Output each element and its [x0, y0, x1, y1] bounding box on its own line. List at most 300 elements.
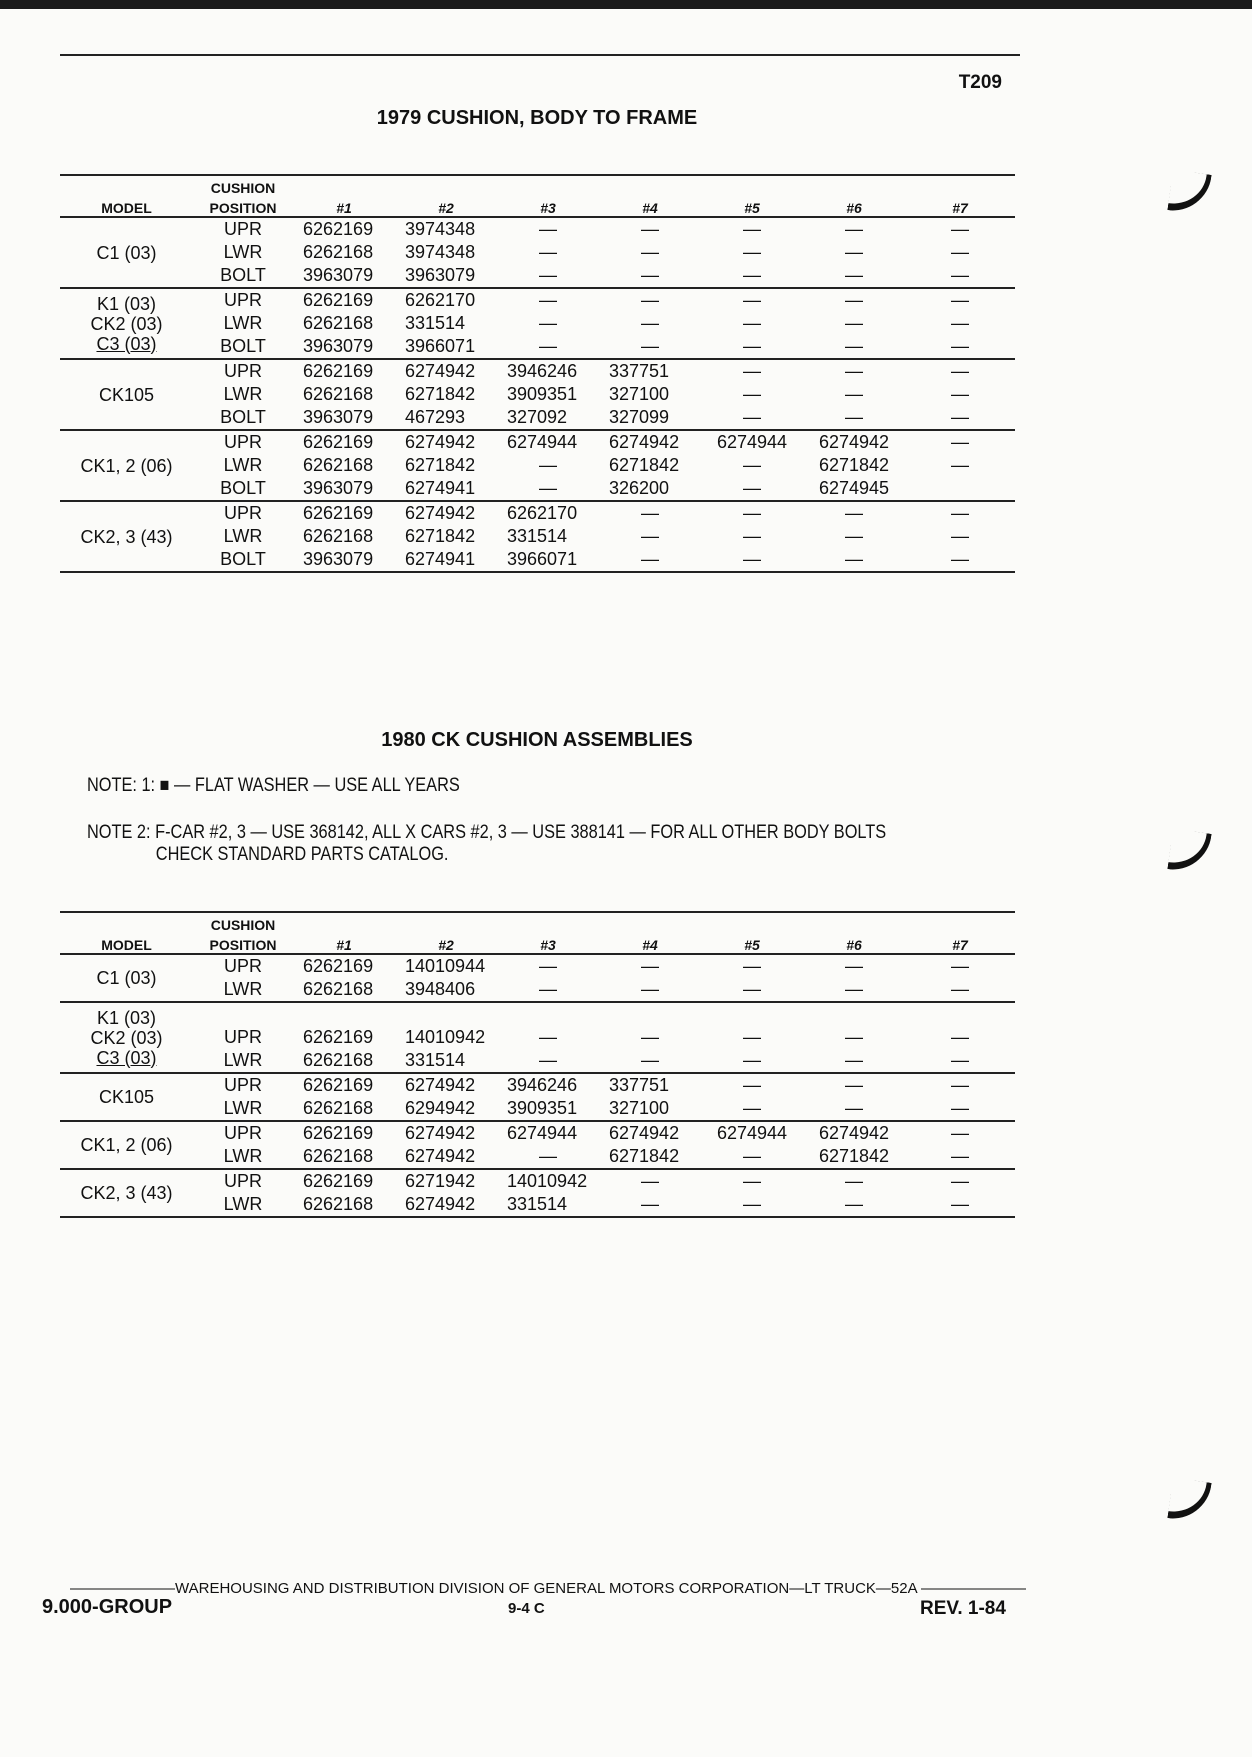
part-number-cell: 6262168 — [303, 242, 374, 262]
position-cell: LWR — [223, 526, 263, 546]
part-number-cell: — — [803, 1193, 905, 1217]
model-name: K1 (03) — [96, 293, 157, 314]
part-number-cell: — — [845, 1027, 863, 1047]
part-number-cell: — — [743, 361, 761, 381]
part-number-cell: 326200 — [599, 477, 701, 501]
part-number-cell: — — [743, 290, 761, 310]
part-number-cell: — — [641, 1027, 659, 1047]
part-number-cell: 6262168 — [293, 1193, 395, 1217]
part-number-cell: 6262168 — [303, 313, 374, 333]
part-number-cell — [395, 1002, 497, 1026]
part-number-cell: 6274941 — [395, 477, 497, 501]
part-number-cell: — — [743, 956, 761, 976]
binder-ring-mark-3 — [1167, 1477, 1211, 1523]
footer-revision: REV. 1-84 — [920, 1598, 1006, 1619]
part-number-cell: — — [845, 313, 863, 333]
part-number-cell: 331514 — [497, 1193, 599, 1217]
part-number-cell: — — [905, 1145, 1015, 1169]
part-number-cell: — — [951, 526, 969, 546]
part-number-cell: 6274945 — [803, 477, 905, 501]
part-number-cell — [905, 1002, 1015, 1026]
part-number-cell: — — [743, 1027, 761, 1047]
part-number-cell: — — [951, 1123, 969, 1143]
part-number-cell: 3966071 — [497, 548, 599, 572]
part-number-cell: 6262169 — [303, 1171, 374, 1191]
part-number-cell: 3909351 — [497, 1097, 599, 1121]
model-name: C1 (03) — [96, 968, 157, 988]
part-number-cell: 14010942 — [405, 1027, 486, 1047]
part-number-cell: — — [701, 1097, 803, 1121]
part-number-cell: 6274942 — [609, 432, 680, 452]
table-row — [60, 1169, 1015, 1193]
table-row — [60, 954, 1015, 978]
part-number-cell: — — [743, 526, 761, 546]
part-number-cell: 6271842 — [609, 455, 680, 475]
part-number-cell: — — [951, 219, 969, 239]
part-number-cell: — — [599, 978, 701, 1002]
part-number-cell: — — [743, 455, 761, 475]
header-col-2: #2 — [395, 196, 497, 217]
footer-division-text: WAREHOUSING AND DISTRIBUTION DIVISION OF GENERAL MOTORS CORPORATION—LT TRUCK—52A — [175, 1580, 917, 1597]
part-number-cell: 3963079 — [293, 335, 395, 359]
part-number-cell: — — [951, 361, 969, 381]
part-number-cell: — — [951, 290, 969, 310]
table-1980-ck-cushion-assemblies — [60, 911, 1015, 1218]
table-row — [60, 430, 1015, 454]
part-number-cell: — — [951, 313, 969, 333]
part-number-cell: 3963079 — [293, 406, 395, 430]
part-number-cell: — — [599, 1193, 701, 1217]
header-position: POSITION — [193, 933, 293, 954]
part-number-cell: — — [743, 1075, 761, 1095]
position-cell: LWR — [223, 242, 263, 262]
table-row — [60, 454, 1015, 477]
model-cell — [60, 359, 193, 430]
part-number-cell: 6274944 — [716, 432, 788, 452]
table-row — [60, 1193, 1015, 1217]
part-number-cell: — — [803, 264, 905, 288]
table-row — [60, 501, 1015, 525]
part-number-cell: 6274942 — [405, 361, 476, 381]
part-number-cell: 3963079 — [293, 477, 395, 501]
model-name: CK1, 2 (06) — [80, 455, 173, 476]
model-cell — [60, 217, 193, 288]
part-number-cell: 6271842 — [405, 384, 476, 404]
part-number-cell: — — [539, 1027, 557, 1047]
part-number-cell: 6262168 — [293, 1049, 395, 1073]
part-number-cell: — — [497, 1145, 599, 1169]
header-col-7: #7 — [905, 196, 1015, 217]
footer-group: 9.000-GROUP — [42, 1596, 173, 1618]
part-number-cell: 3974348 — [405, 242, 476, 262]
note-2-line-1: NOTE 2: F-CAR #2, 3 — USE 368142, ALL X CARS #2, 3 — USE 388141 — FOR ALL OTHER BODY BOLTS — [87, 822, 887, 843]
part-number-cell: — — [641, 290, 659, 310]
table-row — [60, 978, 1015, 1002]
model-name: CK2, 3 (43) — [80, 526, 173, 547]
part-number-cell: — — [539, 313, 557, 333]
model-name: C3 (03) — [96, 333, 157, 354]
part-number-cell — [293, 1002, 395, 1026]
table-1979-cushion-body-to-frame — [60, 174, 1015, 573]
part-number-cell: 6271842 — [818, 455, 890, 475]
model-cell — [60, 1169, 193, 1217]
position-cell: BOLT — [193, 335, 293, 359]
position-cell: LWR — [193, 978, 293, 1002]
part-number-cell: 6262169 — [303, 290, 374, 310]
part-number-cell: — — [905, 978, 1015, 1002]
position-cell: UPR — [223, 219, 262, 239]
position-cell: BOLT — [193, 477, 293, 501]
part-number-cell: — — [951, 432, 969, 452]
header-cushion: CUSHION — [193, 175, 293, 196]
part-number-cell: — — [539, 219, 557, 239]
part-number-cell: — — [641, 503, 659, 523]
model-cell — [60, 288, 193, 359]
position-cell: BOLT — [193, 264, 293, 288]
header-col-1: #1 — [293, 196, 395, 217]
position-cell: LWR — [223, 455, 263, 475]
table-row — [60, 383, 1015, 406]
model-name: CK105 — [98, 384, 155, 405]
part-number-cell: 6271842 — [803, 1145, 905, 1169]
part-number-cell: — — [845, 219, 863, 239]
page-top-rule — [60, 54, 1020, 56]
part-number-cell: 327099 — [599, 406, 701, 430]
part-number-cell: 6271942 — [405, 1171, 476, 1191]
part-number-cell: 6271842 — [405, 455, 476, 475]
part-number-cell: 6262168 — [293, 978, 395, 1002]
part-number-cell: 6262170 — [405, 290, 476, 310]
header-model: MODEL — [60, 196, 193, 217]
part-number-cell: — — [641, 956, 659, 976]
position-cell: UPR — [223, 503, 262, 523]
part-number-cell: 3963079 — [293, 264, 395, 288]
header-col-6: #6 — [803, 196, 905, 217]
part-number-cell: — — [743, 219, 761, 239]
note-2-line-2: CHECK STANDARD PARTS CATALOG. — [155, 844, 449, 865]
position-cell: UPR — [223, 1027, 262, 1047]
part-number-cell — [599, 1002, 701, 1026]
part-number-cell: — — [497, 1049, 599, 1073]
part-number-cell: — — [743, 1171, 761, 1191]
model-name: CK2 (03) — [90, 313, 163, 334]
part-number-cell: — — [845, 384, 863, 404]
part-number-cell: — — [905, 1049, 1015, 1073]
part-number-cell: — — [701, 1193, 803, 1217]
table-row — [60, 241, 1015, 264]
table-row — [60, 548, 1015, 572]
header-col-2: #2 — [395, 933, 497, 954]
part-number-cell: — — [599, 1049, 701, 1073]
page-code: T209 — [958, 72, 1002, 93]
table-row — [60, 288, 1015, 312]
part-number-cell: — — [845, 1075, 863, 1095]
part-number-cell: — — [845, 503, 863, 523]
table-row — [60, 1002, 1015, 1026]
part-number-cell: 6262168 — [293, 1097, 395, 1121]
part-number-cell: 337751 — [609, 1075, 670, 1095]
part-number-cell: — — [743, 313, 761, 333]
footer-rule-right: ——————— — [916, 1580, 1026, 1597]
part-number-cell: 3909351 — [507, 384, 578, 404]
part-number-cell: 327100 — [599, 1097, 701, 1121]
part-number-cell: — — [497, 978, 599, 1002]
part-number-cell: — — [497, 335, 599, 359]
table-1979-title: 1979 CUSHION, BODY TO FRAME — [376, 107, 698, 129]
part-number-cell: 6274941 — [395, 548, 497, 572]
part-number-cell: 6274944 — [507, 432, 578, 452]
table-row — [60, 406, 1015, 430]
model-cell — [60, 1002, 193, 1073]
part-number-cell: 6271842 — [599, 1145, 701, 1169]
footer-rule-left: ——————— — [70, 1580, 175, 1597]
header-col-3: #3 — [497, 196, 599, 217]
header-position: POSITION — [193, 196, 293, 217]
part-number-cell: 3963079 — [293, 548, 395, 572]
part-number-cell: 6262169 — [303, 1027, 374, 1047]
position-cell: UPR — [223, 956, 262, 976]
table-row — [60, 1097, 1015, 1121]
part-number-cell: 327092 — [497, 406, 599, 430]
part-number-cell: 6262168 — [303, 384, 374, 404]
model-name: C1 (03) — [96, 242, 157, 263]
part-number-cell: 3948406 — [395, 978, 497, 1002]
position-cell: UPR — [223, 290, 262, 310]
part-number-cell: 6274942 — [405, 1075, 476, 1095]
header-model: MODEL — [60, 933, 193, 954]
position-cell — [193, 1002, 293, 1026]
position-cell: UPR — [223, 1171, 262, 1191]
part-number-cell: — — [803, 335, 905, 359]
model-name: CK2, 3 (43) — [80, 1183, 173, 1203]
part-number-cell: — — [803, 978, 905, 1002]
header-cushion: CUSHION — [193, 912, 293, 933]
part-number-cell: — — [803, 1097, 905, 1121]
part-number-cell: 6262169 — [303, 432, 374, 452]
model-name: CK2 (03) — [90, 1027, 163, 1048]
part-number-cell: — — [905, 406, 1015, 430]
part-number-cell: — — [701, 335, 803, 359]
header-col-7: #7 — [905, 933, 1015, 954]
part-number-cell: 6274942 — [818, 432, 890, 452]
part-number-cell: 6262169 — [303, 956, 374, 976]
part-number-cell: — — [641, 526, 659, 546]
part-number-cell: 6274942 — [818, 1123, 890, 1143]
part-number-cell: 6262169 — [303, 503, 374, 523]
part-number-cell — [905, 477, 1015, 501]
part-number-cell: — — [845, 956, 863, 976]
part-number-cell: — — [845, 361, 863, 381]
part-number-cell: — — [845, 1171, 863, 1191]
part-number-cell: 6274944 — [507, 1123, 578, 1143]
part-number-cell: 6262169 — [303, 361, 374, 381]
part-number-cell: — — [905, 1097, 1015, 1121]
part-number-cell: — — [905, 1193, 1015, 1217]
scan-top-band — [0, 0, 1252, 9]
model-cell — [60, 954, 193, 1002]
header-col-5: #5 — [701, 933, 803, 954]
part-number-cell: 6274942 — [395, 1193, 497, 1217]
position-cell: LWR — [193, 1049, 293, 1073]
part-number-cell: — — [539, 242, 557, 262]
part-number-cell: — — [701, 1049, 803, 1073]
footer-rule-text — [70, 1580, 1026, 1597]
part-number-cell: — — [905, 264, 1015, 288]
table-row — [60, 1026, 1015, 1049]
table-row — [60, 335, 1015, 359]
part-number-cell: — — [701, 978, 803, 1002]
part-number-cell: 337751 — [609, 361, 670, 381]
model-cell — [60, 1073, 193, 1121]
part-number-cell: — — [539, 956, 557, 976]
footer-page-number: 9-4 C — [508, 1600, 545, 1617]
position-cell: LWR — [223, 313, 263, 333]
note-1: NOTE: 1: ■ — FLAT WASHER — USE ALL YEARS — [87, 775, 460, 796]
part-number-cell: — — [951, 1171, 969, 1191]
note-2 — [87, 822, 886, 866]
part-number-cell: — — [803, 406, 905, 430]
part-number-cell: — — [539, 290, 557, 310]
part-number-cell: 14010942 — [507, 1171, 588, 1191]
part-number-cell: — — [951, 956, 969, 976]
part-number-cell: 6262169 — [303, 1075, 374, 1095]
part-number-cell: 467293 — [395, 406, 497, 430]
part-number-cell: — — [905, 548, 1015, 572]
part-number-cell: 6274942 — [405, 503, 476, 523]
position-cell: LWR — [193, 1097, 293, 1121]
part-number-cell: — — [951, 242, 969, 262]
table-row — [60, 1121, 1015, 1145]
position-cell: LWR — [193, 1145, 293, 1169]
table-row — [60, 217, 1015, 241]
part-number-cell: — — [803, 1049, 905, 1073]
part-number-cell — [701, 1002, 803, 1026]
header-col-3: #3 — [497, 933, 599, 954]
part-number-cell: 14010944 — [405, 956, 486, 976]
part-number-cell: — — [641, 219, 659, 239]
part-number-cell: — — [701, 264, 803, 288]
part-number-cell: 6262168 — [303, 455, 374, 475]
part-number-cell: 3946246 — [507, 1075, 578, 1095]
position-cell: UPR — [223, 1123, 262, 1143]
part-number-cell — [497, 1002, 599, 1026]
part-number-cell: — — [641, 242, 659, 262]
part-number-cell: — — [803, 548, 905, 572]
part-number-cell: — — [743, 503, 761, 523]
position-cell: UPR — [223, 361, 262, 381]
part-number-cell: — — [599, 548, 701, 572]
part-number-cell: — — [845, 526, 863, 546]
header-col-1: #1 — [293, 933, 395, 954]
part-number-cell: — — [951, 384, 969, 404]
part-number-cell: 3974348 — [405, 219, 476, 239]
table-row — [60, 1145, 1015, 1169]
part-number-cell: — — [951, 455, 969, 475]
table-row — [60, 359, 1015, 383]
position-cell: LWR — [193, 1193, 293, 1217]
part-number-cell: — — [641, 313, 659, 333]
part-number-cell: 3963079 — [395, 264, 497, 288]
part-number-cell: 3946246 — [507, 361, 578, 381]
model-name: C3 (03) — [96, 1047, 157, 1068]
part-number-cell: — — [701, 477, 803, 501]
table-row — [60, 1049, 1015, 1073]
table-1979-body — [60, 217, 1015, 572]
part-number-cell: 331514 — [395, 1049, 497, 1073]
part-number-cell: — — [845, 242, 863, 262]
model-cell — [60, 501, 193, 572]
part-number-cell: 6274942 — [405, 432, 476, 452]
position-cell: BOLT — [193, 548, 293, 572]
part-number-cell: — — [599, 264, 701, 288]
part-number-cell: — — [641, 1171, 659, 1191]
part-number-cell: — — [701, 548, 803, 572]
header-col-5: #5 — [701, 196, 803, 217]
header-col-4: #4 — [599, 933, 701, 954]
part-number-cell: — — [951, 1075, 969, 1095]
model-name: CK105 — [98, 1087, 155, 1107]
part-number-cell: — — [539, 455, 557, 475]
part-number-cell: — — [743, 242, 761, 262]
part-number-cell: 6274942 — [405, 1123, 476, 1143]
part-number-cell: — — [951, 503, 969, 523]
part-number-cell: — — [599, 335, 701, 359]
model-name: CK1, 2 (06) — [80, 1135, 173, 1155]
table-row — [60, 264, 1015, 288]
header-col-6: #6 — [803, 933, 905, 954]
part-number-cell: 6294942 — [395, 1097, 497, 1121]
part-number-cell: 6271842 — [405, 526, 476, 546]
part-number-cell: 331514 — [507, 526, 568, 546]
part-number-cell: 327100 — [609, 384, 670, 404]
part-number-cell: 6274942 — [609, 1123, 680, 1143]
part-number-cell: — — [701, 406, 803, 430]
model-cell — [60, 430, 193, 501]
position-cell: BOLT — [193, 406, 293, 430]
table-row — [60, 1073, 1015, 1097]
table-1980-title: 1980 CK CUSHION ASSEMBLIES — [381, 729, 693, 751]
binder-ring-mark-2 — [1167, 828, 1211, 874]
model-name: K1 (03) — [96, 1007, 157, 1028]
part-number-cell: 6262168 — [303, 526, 374, 546]
part-number-cell — [803, 1002, 905, 1026]
position-cell: UPR — [223, 432, 262, 452]
binder-ring-mark-1 — [1167, 169, 1211, 215]
model-cell — [60, 1121, 193, 1169]
table-row — [60, 525, 1015, 548]
part-number-cell: — — [905, 335, 1015, 359]
header-col-4: #4 — [599, 196, 701, 217]
part-number-cell: 6262168 — [293, 1145, 395, 1169]
part-number-cell: — — [743, 384, 761, 404]
part-number-cell: 6262170 — [507, 503, 578, 523]
table-1980-body — [60, 954, 1015, 1217]
part-number-cell: 6274942 — [395, 1145, 497, 1169]
part-number-cell: — — [951, 1027, 969, 1047]
position-cell: UPR — [223, 1075, 262, 1095]
part-number-cell: 6262169 — [303, 219, 374, 239]
part-number-cell: 6274944 — [716, 1123, 788, 1143]
part-number-cell: — — [497, 264, 599, 288]
part-number-cell: — — [701, 1145, 803, 1169]
table-row — [60, 477, 1015, 501]
part-number-cell: 3966071 — [395, 335, 497, 359]
position-cell: LWR — [223, 384, 263, 404]
table-row — [60, 312, 1015, 335]
part-number-cell: — — [497, 477, 599, 501]
part-number-cell: — — [845, 290, 863, 310]
part-number-cell: 331514 — [405, 313, 466, 333]
